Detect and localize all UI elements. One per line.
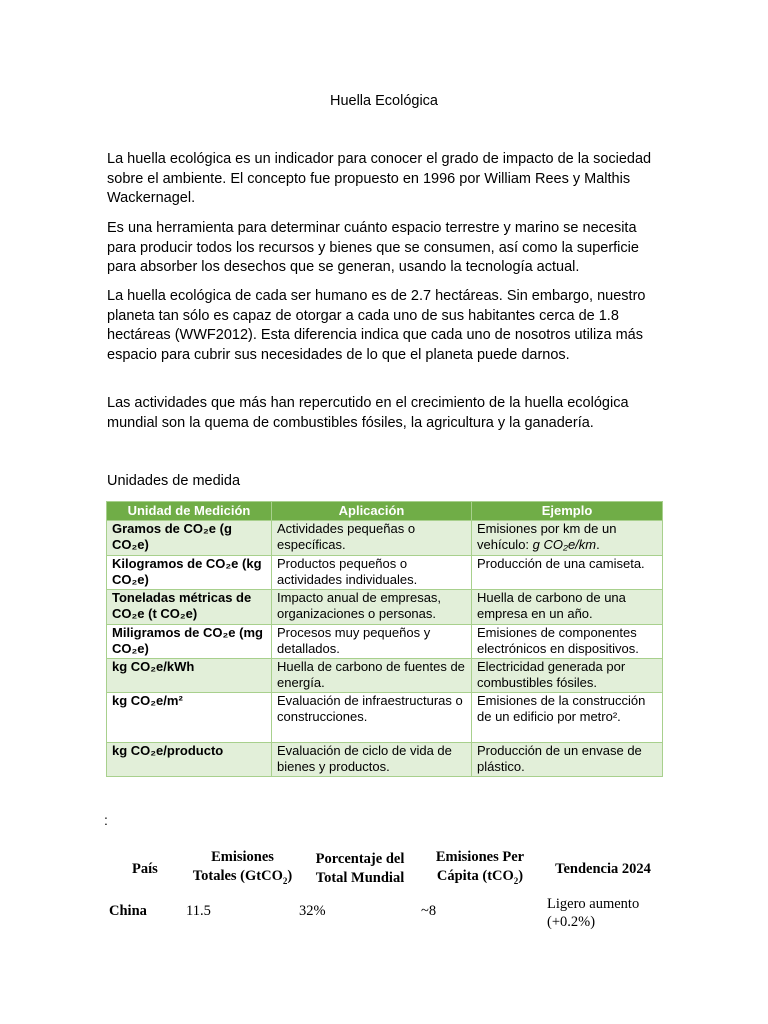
example-cell: Producción de un envase de plástico.: [472, 743, 663, 777]
application-cell: Evaluación de infraestructuras o construcciones.: [272, 693, 472, 743]
table-row: [107, 743, 663, 777]
units-table-header-row: [107, 502, 663, 521]
header-total-emissions: Emisiones Totales (GtCO$_2$): [192, 849, 293, 886]
application-cell: Huella de carbono de fuentes de energía.: [272, 659, 472, 693]
table-row: [107, 659, 663, 693]
separator-colon: :: [104, 812, 108, 828]
table-row: [107, 625, 663, 659]
unit-cell: kg CO₂e/m²: [107, 693, 272, 743]
paragraph-activities: Las actividades que más han repercutido en el crecimiento de la huella ecológica mundial son la quema de combustibles fósiles, la agricultura y la ganadería.: [107, 395, 629, 431]
per-capita-cell: ~8: [421, 902, 437, 919]
paragraph-definition: La huella ecológica es un indicador para conocer el grado de impacto de la sociedad sobre el ambiente. El concepto fue propuesto en 1996 por William Rees y Malthis Wackernagel.: [107, 151, 652, 206]
application-cell: Actividades pequeñas o específicas.: [272, 521, 472, 556]
example-text: Emisiones por km de un vehículo:: [477, 521, 617, 553]
paragraph-tool: Es una herramienta para determinar cuánto espacio terrestre y marino se necesita para producir todos los recursos y bienes que se consumen, así como la superficie para absorber los desechos que se generan, usando la tecnología actual.: [107, 220, 639, 275]
percent-world-cell: 32%: [299, 902, 326, 919]
example-suffix: .: [596, 537, 600, 553]
example-italic-text: g CO₂e/km: [532, 537, 597, 553]
header-per-capita: Emisiones Per Cápita (tCO$_2$): [435, 849, 525, 886]
application-cell: Impacto anual de empresas, organizaciones o personas.: [272, 590, 472, 625]
example-cell: Electricidad generada por combustibles fósiles.: [472, 659, 663, 693]
unit-cell: Toneladas métricas de CO₂e (t CO₂e): [107, 590, 272, 625]
header-percent-world: Porcentaje del Total Mundial: [315, 851, 405, 886]
units-table: [106, 501, 663, 777]
units-heading: Unidades de medida: [107, 473, 241, 489]
example-cell: Emisiones de componentes electrónicos en dispositivos.: [472, 625, 663, 659]
header-application: Aplicación: [272, 502, 472, 521]
table-row: [107, 590, 663, 625]
table-row: [107, 693, 663, 743]
table-row: [107, 556, 663, 590]
trend-cell: Ligero aumento (+0.2%): [547, 895, 640, 931]
application-cell: Procesos muy pequeños y detallados.: [272, 625, 472, 659]
unit-cell: Gramos de CO₂e (g CO₂e): [107, 521, 272, 556]
unit-cell: Kilogramos de CO₂e (kg CO₂e): [107, 556, 272, 590]
document-title: Huella Ecológica: [329, 93, 438, 109]
header-example: Ejemplo: [472, 502, 663, 521]
table-row: [107, 892, 667, 935]
unit-cell: kg CO₂e/producto: [107, 743, 272, 777]
header-unit: Unidad de Medición: [107, 502, 272, 521]
application-cell: Productos pequeños o actividades individuales.: [272, 556, 472, 590]
emissions-table: [107, 846, 667, 935]
country-cell: China: [109, 902, 147, 919]
application-cell: Evaluación de ciclo de vida de bienes y productos.: [272, 743, 472, 777]
table-row: [107, 521, 663, 556]
header-trend: Tendencia 2024: [555, 860, 651, 877]
unit-cell: Miligramos de CO₂e (mg CO₂e): [107, 625, 272, 659]
example-cell: [472, 521, 663, 556]
emissions-header-row: [107, 846, 667, 892]
paragraph-hectares: La huella ecológica de cada ser humano es de 2.7 hectáreas. Sin embargo, nuestro planeta tan sólo es capaz de otorgar a cada uno de sus habitantes cerca de 1.8 hectáreas (WWF2012). Esta diferencia indica que cada uno de nosotros utiliza más espacio para cubrir sus necesidades de lo que el planeta puede darnos.: [107, 288, 646, 363]
unit-cell: kg CO₂e/kWh: [107, 659, 272, 693]
header-country: País: [132, 860, 158, 877]
total-emissions-cell: 11.5: [186, 902, 211, 919]
example-cell: Emisiones de la construcción de un edificio por metro².: [472, 693, 663, 743]
example-cell: Huella de carbono de una empresa en un año.: [472, 590, 663, 625]
example-cell: Producción de una camiseta.: [472, 556, 663, 590]
